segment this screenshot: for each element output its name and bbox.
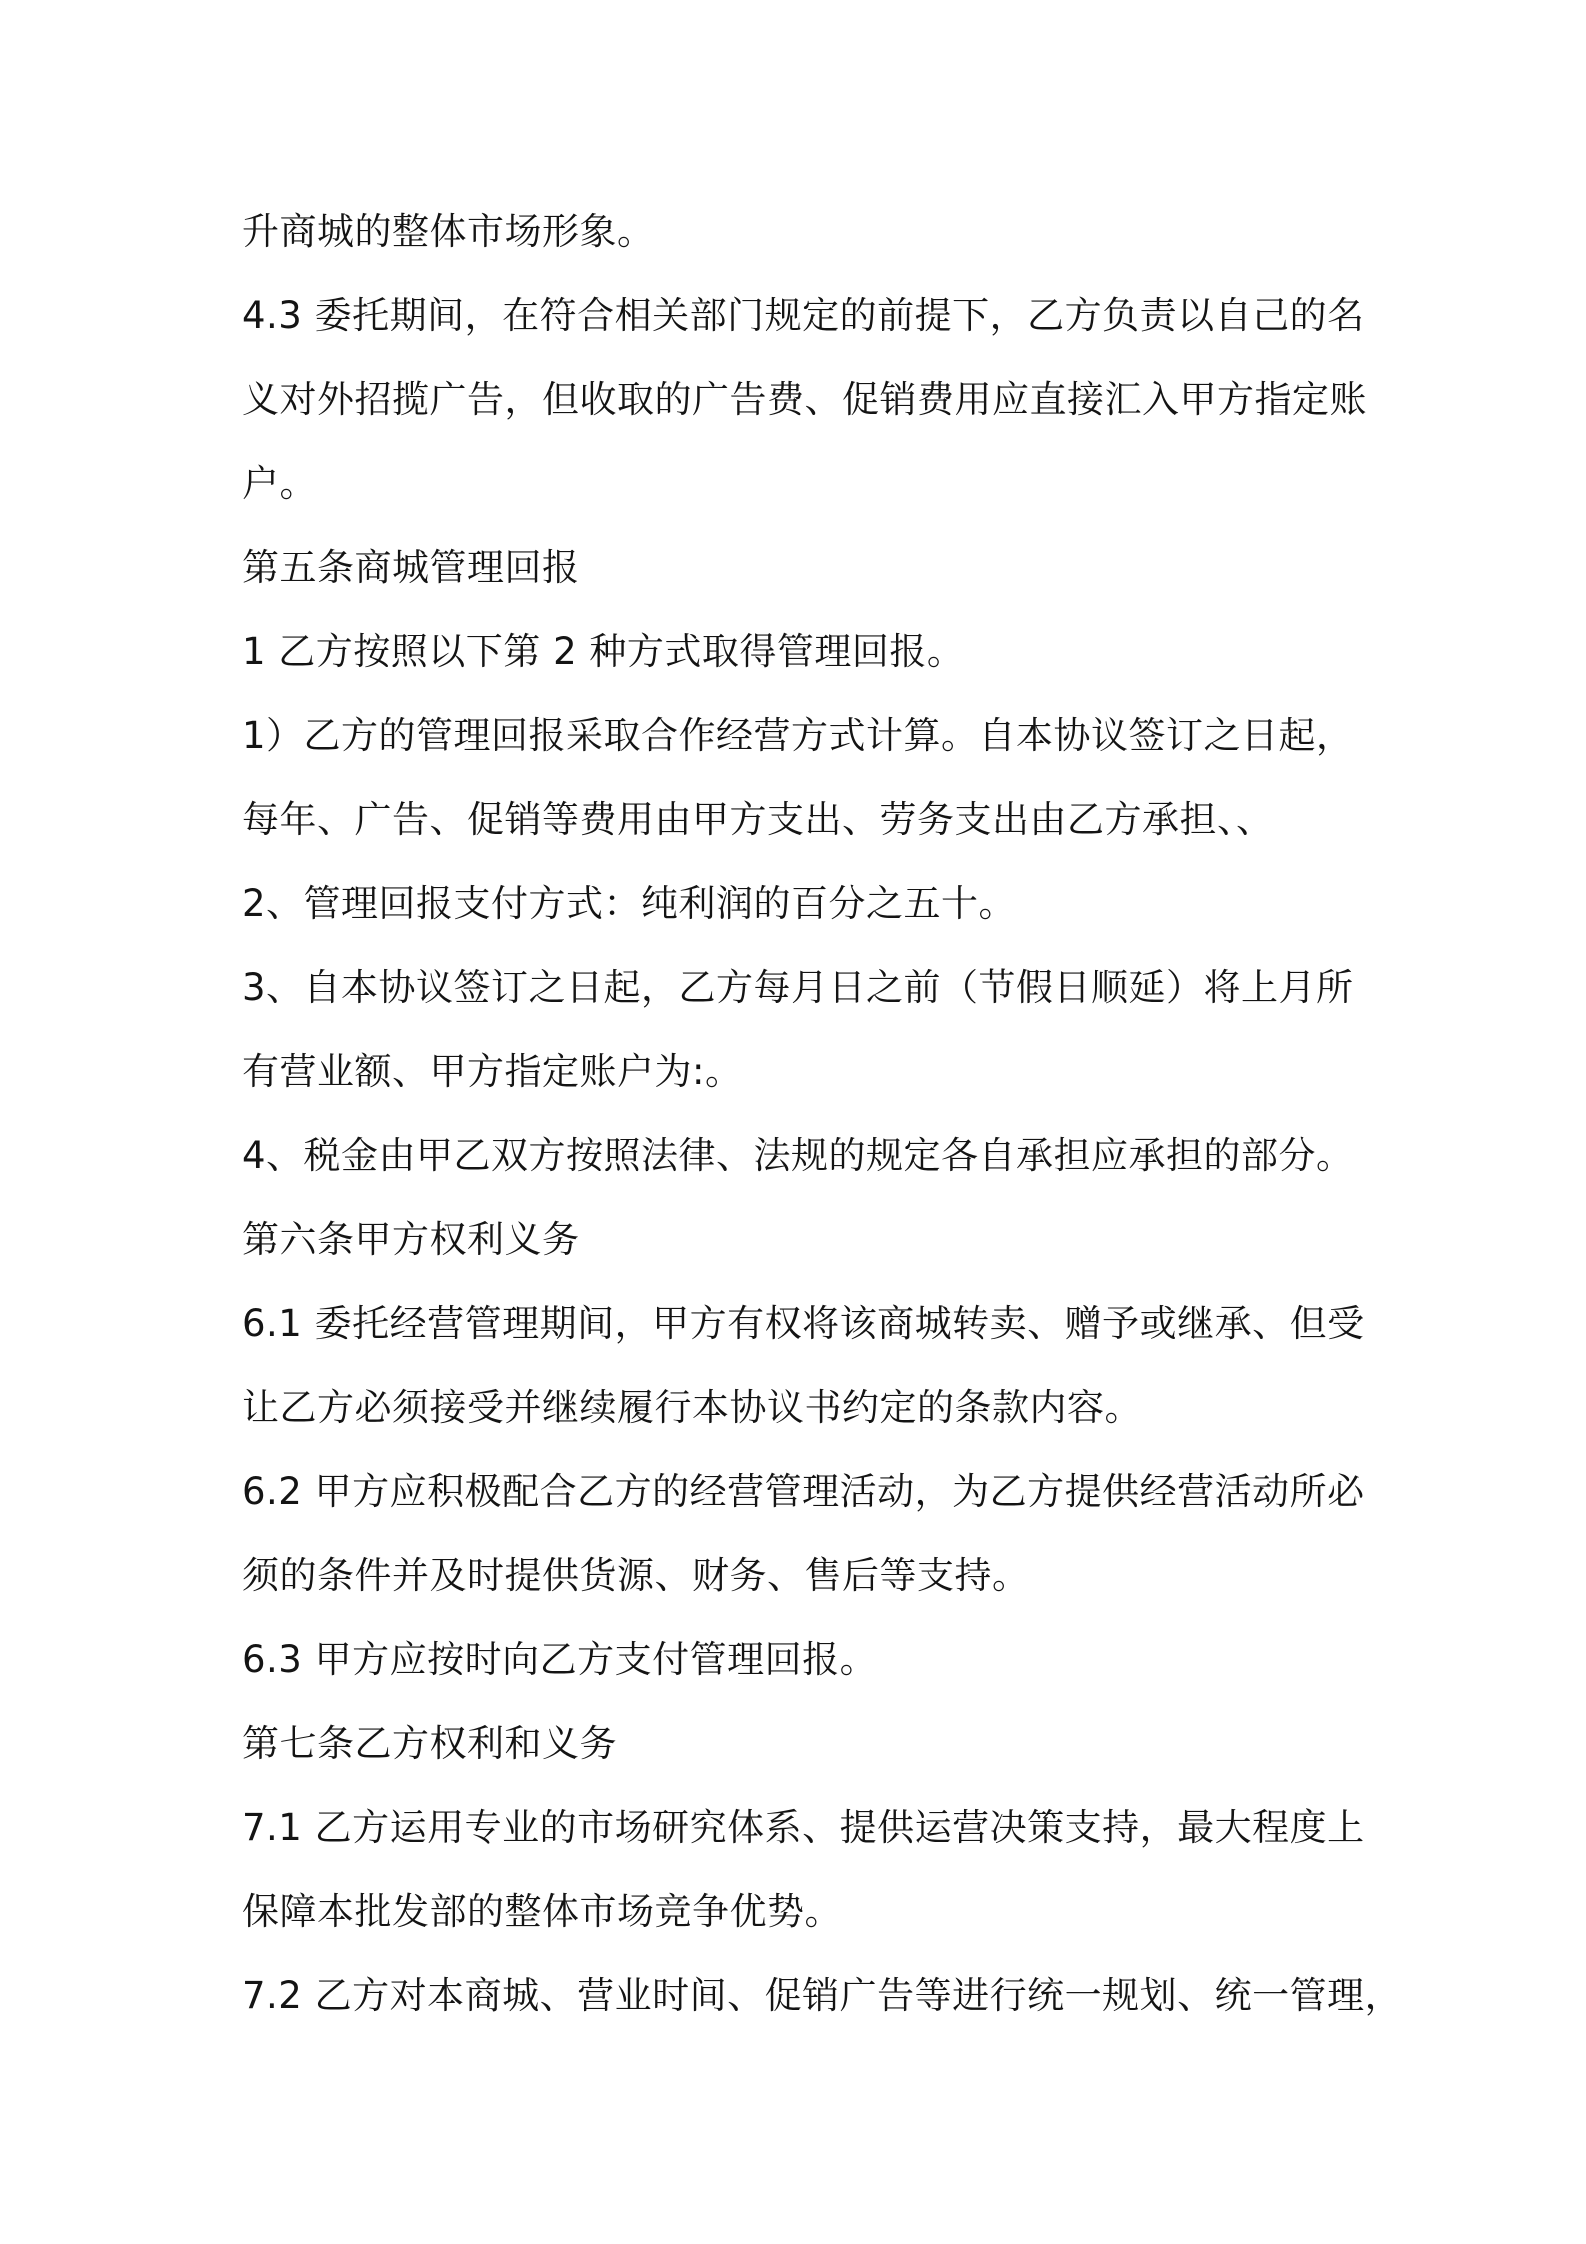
- text-line: 6.3 甲方应按时向乙方支付管理回报。: [242, 1638, 878, 1681]
- text-line: 保障本批发部的整体市场竞争优势。: [242, 1890, 842, 1933]
- text-line: 须的条件并及时提供货源、财务、售后等支持。: [242, 1554, 1030, 1597]
- text-line: 义对外招揽广告，但收取的广告费、促销费用应直接汇入甲方指定账: [242, 378, 1367, 421]
- text-line: 升商城的整体市场形象。: [242, 210, 655, 253]
- text-line: 每年、广告、促销等费用由甲方支出、劳务支出由乙方承担、、: [242, 798, 1274, 841]
- text-line: 1 乙方按照以下第 2 种方式取得管理回报。: [242, 630, 965, 673]
- text-line: 让乙方必须接受并继续履行本协议书约定的条款内容。: [242, 1386, 1142, 1429]
- text-line: 7.2 乙方对本商城、营业时间、促销广告等进行统一规划、统一管理，: [242, 1974, 1403, 2017]
- text-line: 2、管理回报支付方式：纯利润的百分之五十。: [242, 882, 1017, 925]
- document-body: [242, 190, 1403, 2038]
- text-line: 6.2 甲方应积极配合乙方的经营管理活动，为乙方提供经营活动所必: [242, 1470, 1365, 1513]
- section-heading: 第六条甲方权利义务: [242, 1218, 580, 1261]
- text-line: 3、自本协议签订之日起，乙方每月日之前（节假日顺延）将上月所: [242, 966, 1354, 1009]
- text-line: 6.1 委托经营管理期间，甲方有权将该商城转卖、赠予或继承、但受: [242, 1302, 1365, 1345]
- section-heading: 第五条商城管理回报: [242, 546, 580, 589]
- text-line: 1）乙方的管理回报采取合作经营方式计算。自本协议签订之日起，: [242, 714, 1354, 757]
- section-heading: 第七条乙方权利和义务: [242, 1722, 617, 1765]
- text-line: 7.1 乙方运用专业的市场研究体系、提供运营决策支持，最大程度上: [242, 1806, 1365, 1849]
- text-line: 4、税金由甲乙双方按照法律、法规的规定各自承担应承担的部分。: [242, 1134, 1354, 1177]
- text-line: 有营业额、甲方指定账户为:。: [242, 1050, 743, 1093]
- text-line: 户。: [242, 462, 317, 505]
- text-line: 4.3 委托期间，在符合相关部门规定的前提下，乙方负责以自己的名: [242, 294, 1365, 337]
